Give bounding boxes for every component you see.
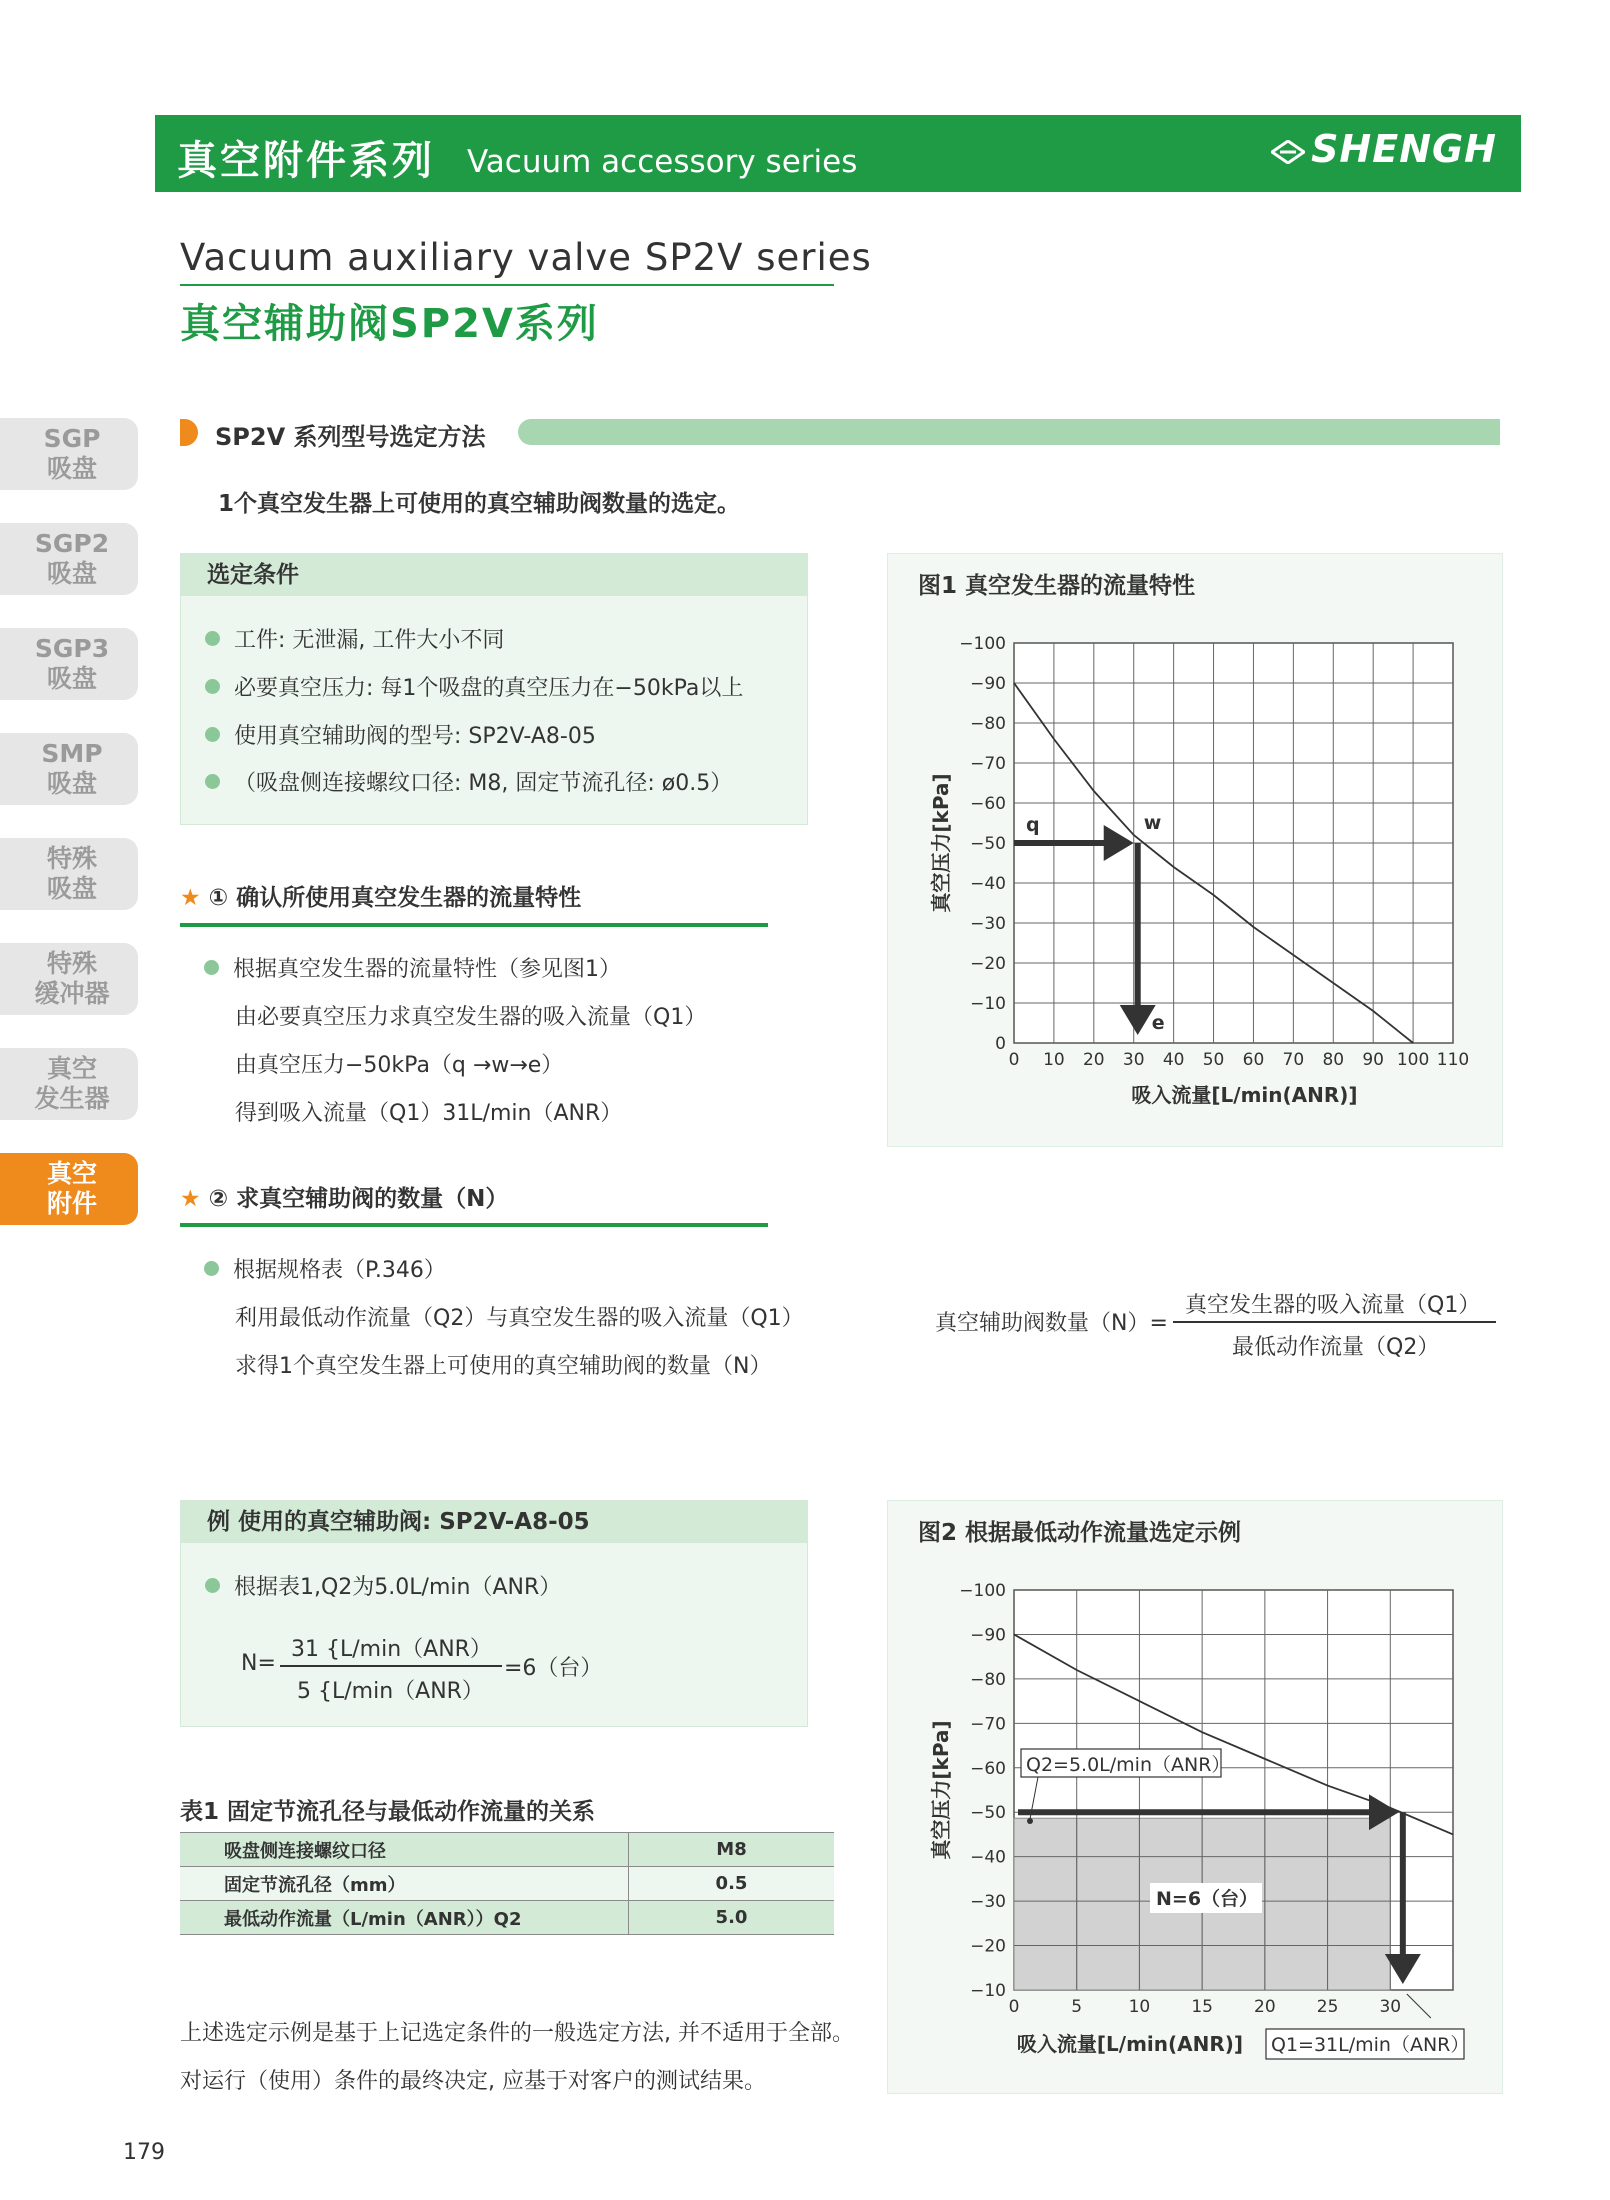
side-tab-line1: SGP3: [34, 634, 110, 663]
x-axis-label: 吸入流量[L/min(ANR)]: [1016, 2032, 1244, 2056]
step1-title: ① 确认所使用真空发生器的流量特性: [208, 885, 582, 911]
condition-item: [205, 671, 743, 702]
side-tab-line1: SMP: [41, 739, 103, 768]
bullet-dot: [205, 1578, 220, 1593]
condition-item: [205, 623, 504, 654]
n-label: N=6（台）: [1156, 1888, 1259, 1910]
figure2-title: 图2 根据最低动作流量选定示例: [918, 1520, 1242, 1546]
condition-item: [205, 766, 732, 797]
example-n-prefix: N=: [241, 1651, 276, 1676]
bullet-dot: [205, 774, 220, 789]
figure1-title: 图1 真空发生器的流量特性: [918, 573, 1196, 599]
y-tick-label: −50: [970, 834, 1006, 854]
y-axis-label: 真空压力[kPa]: [929, 1720, 953, 1860]
table-label: 吸盘侧连接螺纹口径: [180, 1833, 629, 1867]
n-bar: [1014, 1818, 1077, 1990]
side-tab-line2: 吸盘: [46, 769, 97, 798]
y-tick-label: −10: [970, 994, 1006, 1014]
y-tick-label: −60: [970, 1758, 1006, 1779]
side-tab-line1: 特殊: [46, 949, 97, 978]
y-tick-label: −80: [970, 1669, 1006, 1690]
formula-fraction-line: [1173, 1321, 1496, 1323]
q1-leader-line: [1407, 1994, 1431, 2018]
example-fraction-line: [280, 1665, 502, 1667]
side-tab-line2: 吸盘: [46, 559, 97, 588]
side-tab-line2: 吸盘: [46, 664, 97, 693]
side-tab-line2: 发生器: [34, 1084, 110, 1113]
brand-logo: [1271, 127, 1497, 171]
n-bar: [1328, 1818, 1391, 1990]
step1-text: 根据真空发生器的流量特性（参见图1）: [233, 957, 621, 982]
formula-lhs: 真空辅助阀数量（N）=: [935, 1311, 1168, 1336]
condition-text: 使用真空辅助阀的型号: SP2V-A8-05: [234, 724, 596, 749]
step1-line: 得到吸入流量（Q1）31L/min（ANR）: [235, 1101, 623, 1126]
step2-text: 根据规格表（P.346）: [233, 1258, 446, 1283]
condition-text: 工件: 无泄漏, 工件大小不同: [234, 628, 505, 653]
x-tick-label: 30: [1122, 1050, 1145, 1070]
y-tick-label: −70: [970, 1714, 1006, 1735]
formula-denominator: 最低动作流量（Q2）: [1232, 1335, 1440, 1360]
x-tick-label: 40: [1162, 1050, 1185, 1070]
spec-table: [180, 1832, 834, 1935]
bullet-dot: [204, 1261, 219, 1276]
example-numerator: 31 {L/min（ANR）: [291, 1637, 492, 1662]
bullet-dot: [205, 727, 220, 742]
table-value: 5.0: [629, 1901, 835, 1935]
page-title-cn: 真空辅助阀SP2V系列: [180, 301, 599, 347]
section-intro: 1个真空发生器上可使用的真空辅助阀数量的选定。: [218, 491, 741, 517]
page-number: 179: [123, 2140, 165, 2165]
q2-leader-dot: [1027, 1818, 1033, 1824]
section-bar: [518, 419, 1500, 445]
x-tick-label: 30: [1379, 1997, 1402, 2017]
condition-item: [205, 719, 596, 750]
conditions-head: 选定条件: [181, 554, 807, 596]
y-tick-label: −40: [970, 1847, 1006, 1868]
y-tick-label: −40: [970, 874, 1006, 894]
side-tab-line2: 附件: [46, 1189, 97, 1218]
header-title-cn: 真空附件系列: [177, 138, 435, 184]
step1-line: [204, 952, 621, 983]
x-tick-label: 50: [1202, 1050, 1225, 1070]
x-tick-label: 20: [1254, 1997, 1276, 2017]
step1-line: 由真空压力−50kPa（q →w→e）: [235, 1053, 564, 1078]
title-underline: [180, 284, 834, 286]
step2-title: ② 求真空辅助阀的数量（N）: [208, 1186, 509, 1212]
x-tick-label: 0: [1008, 1050, 1020, 1070]
step2-line: [204, 1253, 446, 1284]
y-tick-label: −80: [970, 714, 1006, 734]
y-tick-label: −50: [970, 1803, 1006, 1824]
step2-rule: [180, 1223, 768, 1227]
x-tick-label: 10: [1043, 1050, 1065, 1070]
figure2-chart: [888, 1501, 1502, 2093]
example-text: 根据表1,Q2为5.0L/min（ANR）: [234, 1575, 562, 1600]
table1-title: 表1 固定节流孔径与最低动作流量的关系: [180, 1799, 596, 1825]
example-result: =6（台）: [504, 1656, 603, 1681]
note-line: 上述选定示例是基于上记选定条件的一般选定方法, 并不适用于全部。: [180, 2021, 854, 2046]
table1: [180, 1832, 834, 1935]
n-bar: [1077, 1818, 1140, 1990]
y-tick-label: −30: [970, 1892, 1006, 1913]
example-denominator: 5 {L/min（ANR）: [297, 1679, 484, 1704]
x-tick-label: 60: [1242, 1050, 1265, 1070]
figure1-panel: [887, 553, 1503, 1147]
figure2-panel: [887, 1500, 1503, 2094]
y-axis-label: 真空压力[kPa]: [929, 773, 953, 913]
side-tab-line2: 缓冲器: [34, 979, 110, 1008]
header-bar: [155, 115, 1521, 192]
q1-label: Q1=31L/min（ANR）: [1271, 2034, 1470, 2056]
side-tab-line1: 特殊: [46, 844, 97, 873]
table-value: 0.5: [629, 1867, 835, 1901]
side-tab-special-pad[interactable]: [0, 838, 138, 910]
bullet-dot: [205, 679, 220, 694]
side-tab-line2: 吸盘: [46, 454, 97, 483]
step2-heading: [180, 1180, 508, 1213]
x-tick-label: 90: [1362, 1050, 1385, 1070]
x-tick-label: 10: [1128, 1997, 1151, 2017]
section-marker: [180, 419, 198, 446]
y-tick-label: −90: [970, 1625, 1006, 1646]
label-e: e: [1151, 1012, 1165, 1034]
n-bar: [1265, 1818, 1328, 1990]
y-tick-label: −30: [970, 914, 1006, 934]
condition-text: 必要真空压力: 每1个吸盘的真空压力在−50kPa以上: [234, 676, 744, 701]
condition-text: （吸盘侧连接螺纹口径: M8, 固定节流孔径: ø0.5）: [234, 771, 733, 796]
table-row: [180, 1901, 834, 1935]
bullet-dot: [205, 631, 220, 646]
y-tick-label: −20: [970, 1936, 1006, 1957]
figure1-chart: [888, 554, 1502, 1146]
formula-numerator: 真空发生器的吸入流量（Q1）: [1185, 1293, 1481, 1318]
side-tab-line1: SGP: [43, 424, 101, 453]
x-tick-label: 110: [1436, 1050, 1470, 1070]
step1-line: 由必要真空压力求真空发生器的吸入流量（Q1）: [235, 1005, 707, 1030]
step2-line: 利用最低动作流量（Q2）与真空发生器的吸入流量（Q1）: [235, 1306, 804, 1331]
table-row: [180, 1867, 834, 1901]
label-q: q: [1026, 814, 1040, 836]
table-value: M8: [629, 1833, 835, 1867]
side-tab-vacuum-accessory[interactable]: [0, 1153, 138, 1225]
x-tick-label: 100: [1396, 1050, 1430, 1070]
side-tab-sgp2[interactable]: [0, 523, 138, 595]
x-tick-label: 15: [1191, 1997, 1213, 2017]
page-title-en: Vacuum auxiliary valve SP2V series: [180, 236, 872, 279]
step1-heading: [180, 879, 581, 912]
side-tab-line1: SGP2: [34, 529, 110, 558]
y-tick-label: −100: [959, 634, 1006, 654]
star-icon: ★: [180, 1186, 201, 1212]
y-tick-label: 0: [995, 1034, 1006, 1054]
q2-label: Q2=5.0L/min（ANR）: [1026, 1754, 1231, 1776]
note-line: 对运行（使用）条件的最终决定, 应基于对客户的测试结果。: [180, 2069, 766, 2094]
y-tick-label: −60: [970, 794, 1006, 814]
side-tab-smp[interactable]: [0, 733, 138, 805]
table-label: 固定节流孔径（mm）: [180, 1867, 629, 1901]
x-tick-label: 20: [1082, 1050, 1105, 1070]
y-tick-label: −70: [970, 754, 1006, 774]
x-tick-label: 80: [1322, 1050, 1345, 1070]
y-tick-label: −100: [959, 1581, 1006, 1601]
example-head: 例 使用的真空辅助阀: SP2V-A8-05: [181, 1501, 807, 1543]
x-tick-label: 70: [1282, 1050, 1305, 1070]
side-tab-sgp3[interactable]: [0, 628, 138, 700]
y-tick-label: −90: [970, 674, 1006, 694]
x-tick-label: 5: [1071, 1997, 1083, 2017]
label-w: w: [1143, 812, 1162, 834]
conditions-box: [180, 553, 808, 825]
table-row: [180, 1833, 834, 1867]
example-line: [205, 1570, 561, 1601]
section-title: SP2V 系列型号选定方法: [215, 423, 486, 451]
bullet-dot: [204, 960, 219, 975]
side-tab-sgp[interactable]: [0, 418, 138, 490]
side-tab-vacuum-generator[interactable]: [0, 1048, 138, 1120]
example-box: [180, 1500, 808, 1727]
table-label: 最低动作流量（L/min（ANR））Q2: [180, 1901, 629, 1935]
header-title-en: Vacuum accessory series: [467, 144, 858, 180]
star-icon: ★: [180, 885, 201, 911]
brand-name: SHENGH: [1311, 127, 1497, 171]
side-tab-line1: 真空: [46, 1054, 97, 1083]
y-tick-label: −20: [970, 954, 1006, 974]
brand-diamond-icon: [1271, 140, 1305, 164]
side-tab-special-buffer[interactable]: [0, 943, 138, 1015]
y-tick-label: −10: [970, 1981, 1006, 2001]
side-tab-line2: 吸盘: [46, 874, 97, 903]
step2-line: 求得1个真空发生器上可使用的真空辅助阀的数量（N）: [235, 1354, 772, 1379]
x-axis-label: 吸入流量[L/min(ANR)]: [1131, 1083, 1358, 1107]
x-tick-label: 25: [1316, 1997, 1339, 2017]
side-tab-line1: 真空: [46, 1159, 97, 1188]
step1-rule: [180, 923, 768, 927]
x-tick-label: 0: [1008, 1997, 1020, 2017]
